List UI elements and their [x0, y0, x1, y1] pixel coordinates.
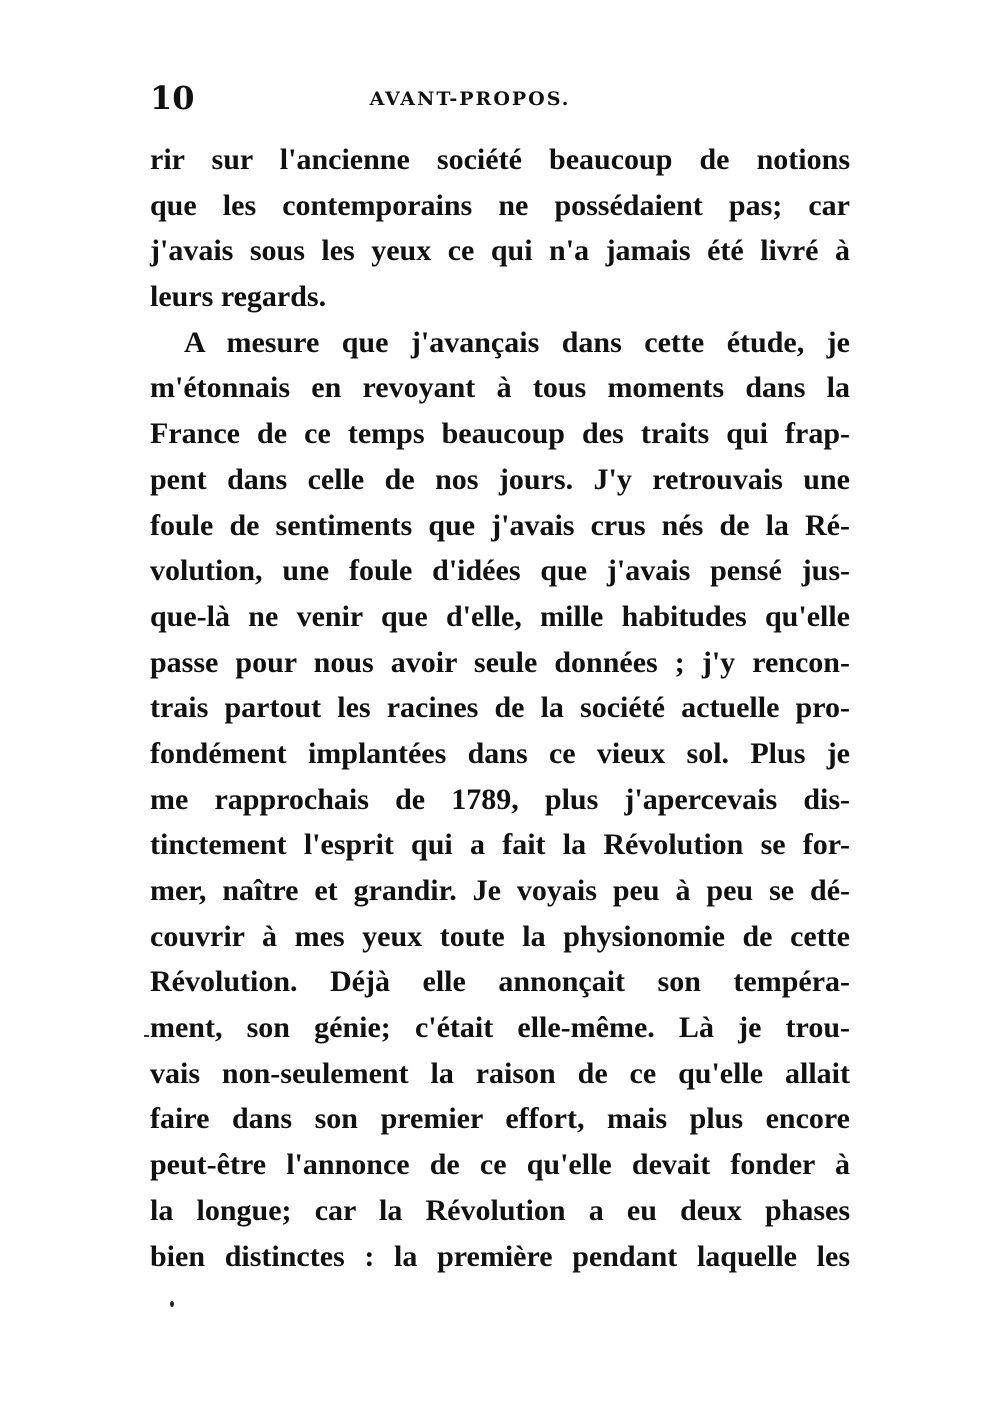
text-line: vais non-seulement la raison de ce qu'elle allait	[150, 1056, 850, 1090]
paragraph-first-line: A mesure que j'avançais dans cette étude, je	[184, 325, 850, 359]
text-line: que les contemporains ne possédaient pas; car	[150, 188, 850, 222]
text-line: leurs regards.	[150, 280, 327, 314]
text-line: Révolution. Déjà elle annonçait son tempéra-	[150, 965, 850, 999]
text-line: pent dans celle de nos jours. J'y retrouvais une	[150, 462, 850, 496]
running-title: AVANT-PROPOS.	[369, 88, 571, 110]
text-line: mer, naître et grandir. Je voyais peu à peu se dé-	[150, 874, 850, 907]
text-line: volution, une foule d'idées que j'avais pensé jus-	[150, 554, 850, 588]
text-line: couvrir à mes yeux toute la physionomie de cette	[150, 919, 850, 953]
page-header	[150, 78, 850, 118]
text-line: trais partout les racines de la société actuelle pro-	[150, 691, 850, 725]
text-line: faire dans son premier effort, mais plus encore	[150, 1102, 850, 1136]
text-line: bien distinctes : la première pendant laquelle les	[150, 1239, 850, 1273]
text-line: passe pour nous avoir seule données ; j'y rencon-	[150, 645, 850, 679]
text-line: peut-être l'annonce de ce qu'elle devait fonder à	[150, 1148, 850, 1182]
text-line: fondément implantées dans ce vieux sol. Plus je	[150, 736, 850, 770]
text-line: ment, son génie; c'était elle-même. Là je trou-	[150, 1011, 850, 1045]
ink-speck	[170, 1301, 174, 1307]
text-line: que-là ne venir que d'elle, mille habitudes qu'elle	[150, 599, 850, 633]
text-line: France de ce temps beaucoup des traits qui frap-	[150, 417, 850, 451]
text-line: la longue; car la Révolution a eu deux phases	[150, 1193, 850, 1227]
text-line: me rapprochais de 1789, plus j'apercevais dis-	[150, 782, 850, 816]
page-number: 10	[150, 79, 195, 117]
text-line: foule de sentiments que j'avais crus nés de la Ré-	[150, 508, 850, 542]
text-line: rir sur l'ancienne société beaucoup de notions	[150, 143, 850, 176]
ink-speck	[144, 1035, 149, 1037]
text-line: m'étonnais en revoyant à tous moments dans la	[150, 371, 850, 405]
body-text	[150, 137, 850, 1279]
text-line: tinctement l'esprit qui a fait la Révolution se for-	[150, 828, 850, 862]
text-line: j'avais sous les yeux ce qui n'a jamais été livré à	[150, 234, 850, 268]
